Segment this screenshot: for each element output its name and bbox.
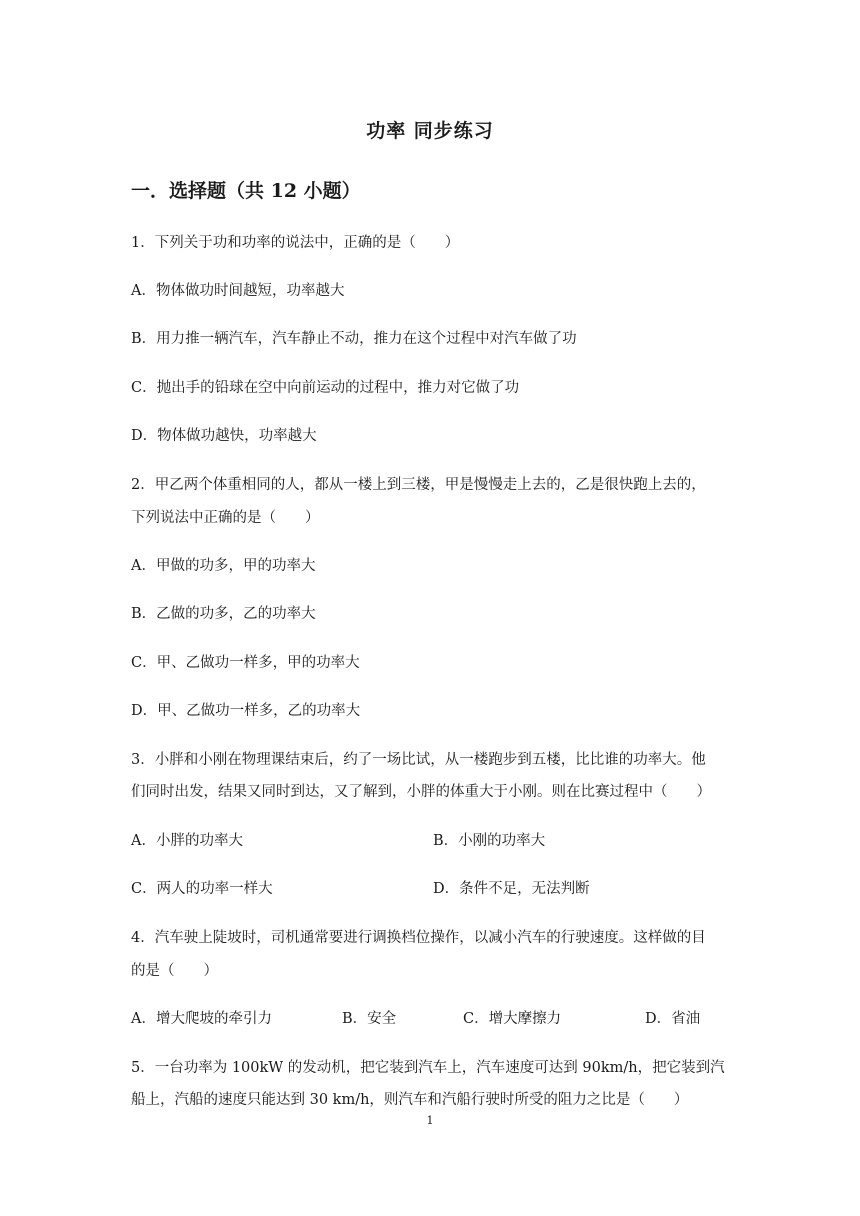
question-3-option-a: A．小胖的功率大	[131, 833, 243, 849]
question-3-option-c: C．两人的功率一样大	[131, 881, 273, 897]
question-4-option-a: A．增大爬坡的牵引力	[131, 1011, 272, 1027]
question-4-option-c: C．增大摩擦力	[463, 1011, 562, 1027]
question-2-stem-line-1: 2．甲乙两个体重相同的人，都从一楼上到三楼，甲是慢慢走上去的，乙是很快跑上去的，	[131, 477, 706, 493]
question-2-option-b: B．乙做的功多，乙的功率大	[131, 606, 316, 622]
question-5-stem-line-2: 船上，汽船的速度只能达到 30 km/h，则汽车和汽船行驶时所受的阻力之比是（ ）	[131, 1092, 689, 1108]
question-4-option-b: B．安全	[342, 1011, 397, 1027]
page-number: 1	[426, 1114, 434, 1127]
question-4-stem-line-2: 的是（ ）	[131, 963, 218, 979]
question-3-option-b: B．小刚的功率大	[433, 833, 546, 849]
section-heading: 一．选择题（共 12 小题）	[131, 180, 361, 202]
question-4-stem-line-1: 4．汽车驶上陡坡时，司机通常要进行调换档位操作，以减小汽车的行驶速度。这样做的目	[131, 930, 706, 946]
question-1-option-a: A．物体做功时间越短，功率越大	[131, 283, 345, 299]
question-2-option-d: D．甲、乙做功一样多，乙的功率大	[131, 703, 361, 719]
question-1-stem: 1．下列关于功和功率的说法中，正确的是（ ）	[131, 235, 460, 251]
question-1-option-d: D．物体做功越快，功率越大	[131, 428, 317, 444]
question-2-option-a: A．甲做的功多，甲的功率大	[131, 558, 316, 574]
question-1-option-b: B．用力推一辆汽车，汽车静止不动，推力在这个过程中对汽车做了功	[131, 331, 577, 347]
question-3-option-d: D．条件不足，无法判断	[433, 881, 590, 897]
question-4-option-d: D．省油	[645, 1011, 701, 1027]
question-1-option-c: C．抛出手的铅球在空中向前运动的过程中，推力对它做了功	[131, 380, 520, 396]
question-2-option-c: C．甲、乙做功一样多，甲的功率大	[131, 655, 360, 671]
question-2-stem-line-2: 下列说法中正确的是（ ）	[131, 510, 320, 526]
question-5-stem-line-1: 5．一台功率为 100kW 的发动机，把它装到汽车上，汽车速度可达到 90km/h，把它装到汽	[131, 1060, 725, 1076]
question-3-stem-line-2: 们同时出发，结果又同时到达，又了解到，小胖的体重大于小刚。则在比赛过程中（ ）	[131, 784, 711, 800]
document-title: 功率 同步练习	[366, 120, 494, 142]
question-3-stem-line-1: 3．小胖和小刚在物理课结束后，约了一场比试，从一楼跑步到五楼，比比谁的功率大。他	[131, 752, 706, 768]
